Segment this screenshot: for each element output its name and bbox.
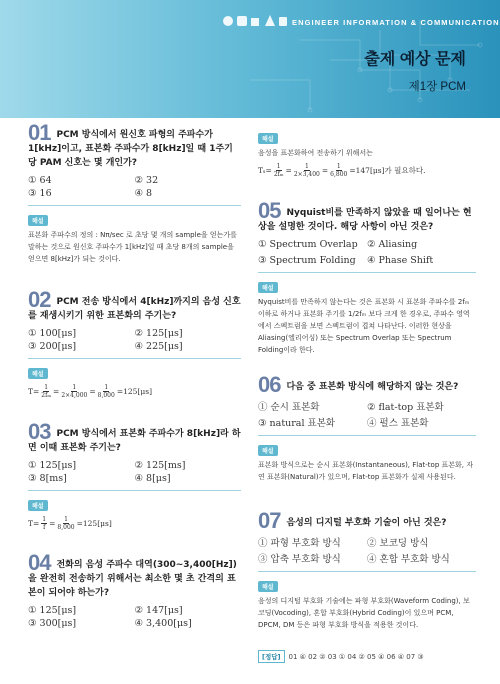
answer-text: 01 ④ 02 ② 03 ① 04 ② 05 ④ 06 ④ 07 ③ <box>288 652 424 661</box>
choice-2[interactable]: ② 125[μs] <box>134 328 183 339</box>
fraction-denominator: 2fₘ <box>41 392 52 399</box>
fraction-numerator: 1 <box>304 163 309 170</box>
question-07 <box>258 508 476 631</box>
choice-2[interactable]: ② flat-top 표본화 <box>367 402 444 413</box>
choice-list <box>258 239 476 266</box>
formula-result: =125[μs] <box>76 519 112 528</box>
choice-3[interactable]: ③ 16 <box>28 188 52 199</box>
series-text: ENGINEER INFORMATION & COMMUNICATION <box>292 18 500 27</box>
formula-lhs: T= <box>28 519 40 528</box>
solution-box <box>258 272 476 356</box>
question-01 <box>28 120 241 265</box>
formula-result: =125[μs] <box>116 387 153 396</box>
solution-box <box>258 571 476 631</box>
fraction-numerator: 1 <box>42 516 47 523</box>
fraction <box>274 163 284 178</box>
choice-1[interactable]: ① 64 <box>28 175 52 186</box>
choice-2[interactable]: ② 125[ms] <box>134 460 186 471</box>
question-02 <box>28 287 241 399</box>
choice-list <box>28 605 241 629</box>
page-title: 출제 예상 문제 <box>364 51 466 68</box>
fraction-numerator: 1 <box>44 384 49 391</box>
solution-label: 해설 <box>258 581 278 592</box>
question-number: 04 <box>28 550 51 575</box>
choice-4[interactable]: ④ 225[μs] <box>134 341 183 352</box>
question-number: 05 <box>258 198 281 223</box>
choice-3[interactable]: ③ Spectrum Folding <box>258 255 356 266</box>
fraction-denominator: 8,000 <box>57 524 75 531</box>
choice-4[interactable]: ④ 펄스 표본화 <box>367 418 429 429</box>
solution-formula: Tₛ= $\frac{1}{\text{2fₘ}}$ = $\frac{1}{2\times 3,400}$ = $\frac{1}{6,800}$ =147[μs]가 필요하다. <box>258 163 426 178</box>
choice-4[interactable]: ④ Phase Shift <box>367 255 434 266</box>
solution-box <box>28 205 241 265</box>
solution-formula: T= $\frac{1}{f}$ = $\frac{1}{8,000}$ =125[μs] <box>28 516 112 531</box>
device-icons <box>222 12 288 30</box>
solution-box <box>28 490 241 531</box>
question-text: PCM 방식에서 표본화 주파수가 8[kHz]라 하면 이때 표본화 주기는? <box>28 429 241 453</box>
fraction <box>57 516 74 531</box>
question-text: PCM 전송 방식에서 4[kHz]까지의 음성 신호를 재생시키기 위한 표본화의 주기는? <box>28 297 241 321</box>
choice-3[interactable]: ③ 200[μs] <box>28 341 77 352</box>
choice-1[interactable]: ① 순시 표본화 <box>258 402 320 413</box>
solution-text: 음성의 디지털 부호화 기술에는 파형 부호화(Waveform Coding), 보코딩(Vocoding), 혼합 부호화(Hybrid Coding)이 있으며 PCM, DPCM, DM 등은 파형 부호화 방식을 적용한 것이다. <box>258 597 470 629</box>
choice-list <box>28 175 241 199</box>
chapter-subtitle: 제1장 PCM <box>408 81 466 93</box>
fraction <box>41 516 47 531</box>
fraction <box>61 384 87 399</box>
question-03 <box>28 419 241 531</box>
solution-box <box>28 358 241 399</box>
fraction <box>98 384 115 399</box>
choice-4[interactable]: ④ 8 <box>134 188 153 199</box>
solution-formula: T= $\frac{1}{\text{2fₘ}}$ = $\frac{1}{2\times 4,000}$ = $\frac{1}{8,000}$ =125[μs] <box>28 384 153 399</box>
question-text: 음성의 디지털 부호화 기술이 아닌 것은? <box>286 518 447 528</box>
fraction-denominator: 2fₘ <box>273 171 284 178</box>
fraction-denominator: 2×3,400 <box>293 171 320 178</box>
question-number: 06 <box>258 372 281 397</box>
choice-4[interactable]: ④ 3,400[μs] <box>134 618 192 629</box>
answer-key <box>258 650 424 663</box>
question-06 <box>258 372 476 483</box>
choice-3[interactable]: ③ 압축 부호화 방식 <box>258 554 341 565</box>
question-text: 다음 중 표본화 방식에 해당하지 않는 것은? <box>286 382 459 392</box>
choice-2[interactable]: ② Aliasing <box>367 239 418 250</box>
question-04 <box>28 550 241 629</box>
choice-4[interactable]: ④ 8[μs] <box>134 473 171 484</box>
choice-3[interactable]: ③ 300[μs] <box>28 618 77 629</box>
formula-result: =147[μs]가 필요하다. <box>349 166 426 175</box>
question-text: 전화의 음성 주파수 대역(300~3,400[Hz])을 완전히 전송하기 위해서는 최소한 몇 초 간격의 표본이 되어야 하는가? <box>28 560 237 598</box>
formula-lhs: T= <box>28 387 40 396</box>
formula-lhs: Tₛ= <box>258 166 272 175</box>
solution-label: 해설 <box>258 445 278 456</box>
choice-1[interactable]: ① 100[μs] <box>28 328 77 339</box>
answer-label: [정답] <box>258 650 285 663</box>
fraction-numerator: 1 <box>72 384 77 391</box>
fraction-denominator: 6,800 <box>330 171 348 178</box>
choice-list <box>258 535 476 565</box>
fraction <box>294 163 320 178</box>
choice-list <box>28 460 241 484</box>
fraction <box>41 384 51 399</box>
fraction-numerator: 1 <box>104 384 109 391</box>
choice-2[interactable]: ② 32 <box>134 175 159 186</box>
question-number: 01 <box>28 120 51 145</box>
choice-1[interactable]: ① 125[μs] <box>28 460 77 471</box>
solution-label: 해설 <box>258 133 278 144</box>
choice-2[interactable]: ② 보코딩 방식 <box>367 538 429 549</box>
solution-label: 해설 <box>258 282 278 293</box>
fraction-denominator: 2×4,000 <box>61 392 88 399</box>
choice-1[interactable]: ① 파형 부호화 방식 <box>258 538 341 549</box>
choice-list <box>28 328 241 352</box>
question-number: 02 <box>28 287 51 312</box>
choice-1[interactable]: ① 125[μs] <box>28 605 77 616</box>
solution-label: 해설 <box>28 215 48 226</box>
solution-text: Nyquist비를 만족하지 않는다는 것은 표본화 시 표본화 주파수를 2fₘ 이하로 하거나 표본화 주기를 1/2fₘ 보다 크게 한 경우로, 주파수 영역에서 스펙트럼을 보면 스펙트럼이 겹쳐 나타난다. 이러한 현상을 Aliasing(엘리어싱) 또는 Spectrum Overlap 또는 Spectrum Folding이라 한다. <box>258 298 470 354</box>
solution-label: 해설 <box>28 500 48 511</box>
fraction <box>330 163 347 178</box>
choice-4[interactable]: ④ 혼합 부호화 방식 <box>367 554 450 565</box>
question-04-solution <box>258 124 476 178</box>
fraction-numerator: 1 <box>64 516 68 523</box>
solution-text: 표본화 주파수의 정의 : Nπ/sec 로 초당 몇 개의 sample을 얻는가를 말하는 것으로 원신호 주파수가 1[kHz]일 때 초당 8개의 sample을 얻으면 8[kHz]가 되는 것이다. <box>28 231 237 263</box>
solution-text: 표본화 방식으로는 순시 표본화(Instantaneous), Flat-top 표본화, 자연 표본화(Natural)가 있으며, Flat-top 표본화가 실제 사용된다. <box>258 461 473 481</box>
choice-1[interactable]: ① Spectrum Overlap <box>258 239 358 250</box>
choice-3[interactable]: ③ 8[ms] <box>28 473 67 484</box>
choice-list <box>258 399 476 429</box>
choice-2[interactable]: ② 147[μs] <box>134 605 183 616</box>
fraction-numerator: 1 <box>276 163 281 170</box>
question-text: PCM 방식에서 원신호 파형의 주파수가 1[kHz]이고, 표본화 주파수가 8[kHz]일 때 1주기당 PAM 신호는 몇 개인가? <box>28 130 233 168</box>
question-number: 07 <box>258 508 281 533</box>
fraction-numerator: 1 <box>336 163 341 170</box>
question-number: 03 <box>28 419 51 444</box>
choice-3[interactable]: ③ natural 표본화 <box>258 418 336 429</box>
solution-box <box>258 435 476 483</box>
fraction-denominator: f <box>43 524 46 531</box>
fraction-denominator: 8,000 <box>97 392 115 399</box>
header-banner <box>0 0 500 118</box>
question-text: Nyquist비를 만족하지 않았을 때 일어나는 현상을 설명한 것이다. 해당 사항이 아닌 것은? <box>258 208 472 232</box>
solution-box <box>258 124 476 178</box>
solution-text: 음성을 표본화하여 전송하기 위해서는 <box>258 149 373 157</box>
question-05 <box>258 198 476 356</box>
solution-label: 해설 <box>28 368 48 379</box>
